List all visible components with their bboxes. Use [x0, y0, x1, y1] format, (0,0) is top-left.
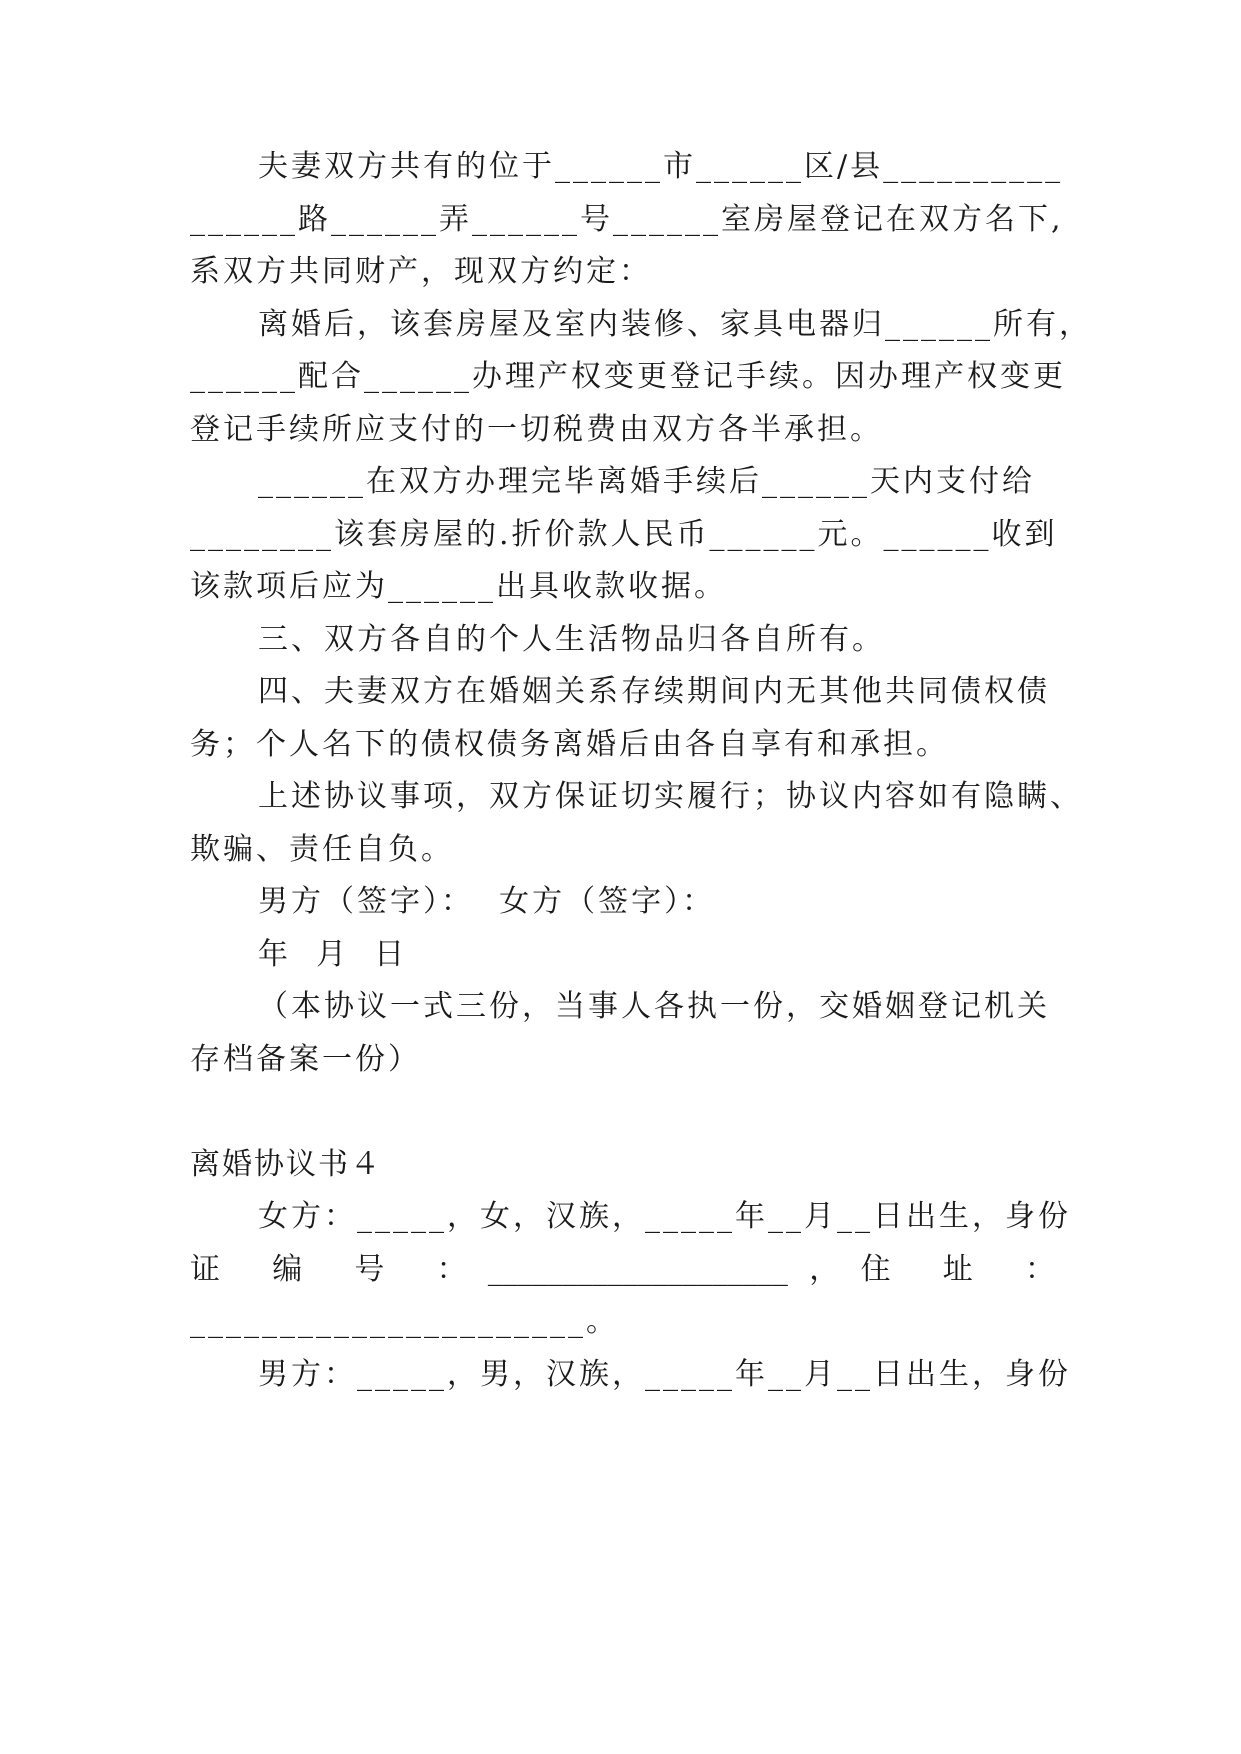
- paragraph-line: 该款项后应为______出具收款收据。: [190, 569, 727, 604]
- paragraph-line: 登记手续所应支付的一切税费由双方各半承担。: [190, 412, 883, 447]
- paragraph-line: 夫妻双方共有的位于______市______区/县__________: [258, 149, 1064, 184]
- paragraph-line: 四、夫妻双方在婚姻关系存续期间内无其他共同债权债: [258, 674, 1050, 709]
- paragraph-line: 证 编 号 ：____________________，住 址 ：: [190, 1252, 1055, 1287]
- paragraph-line: 系双方共同财产，现双方约定：: [190, 254, 652, 289]
- date-line: 年 月 日: [258, 937, 408, 972]
- paragraph-line: ______在双方办理完毕离婚手续后______天内支付给: [258, 464, 1035, 499]
- paragraph-line: ______配合______办理产权变更登记手续。因办理产权变更: [190, 359, 1066, 394]
- paragraph-line: 存档备案一份）: [190, 1042, 421, 1077]
- paragraph-line: ________该套房屋的.折价款人民币______元。______收到: [190, 517, 1058, 552]
- paragraph-line: ______路______弄______号______室房屋登记在双方名下,: [190, 202, 1064, 237]
- paragraph-line: 男方：_____，男，汉族，_____年__月__日出生，身份: [258, 1357, 1071, 1392]
- paragraph-line: 欺骗、责任自负。: [190, 832, 454, 867]
- paragraph-line: 三、双方各自的个人生活物品归各自所有。: [258, 622, 885, 657]
- paragraph-line: （本协议一式三份，当事人各执一份，交婚姻登记机关: [258, 989, 1050, 1024]
- paragraph-line: 务；个人名下的债权债务离婚后由各自享有和承担。: [190, 727, 949, 762]
- paragraph-line: ______________________。: [190, 1304, 619, 1339]
- paragraph-line: 女方：_____，女，汉族，_____年__月__日出生，身份: [258, 1199, 1071, 1234]
- paragraph-line: 离婚后，该套房屋及室内装修、家具电器归______所有，: [258, 307, 1092, 342]
- signature-line: 男方（签字）： 女方（签字）：: [258, 884, 716, 919]
- paragraph-line: 上述协议事项，双方保证切实履行；协议内容如有隐瞒、: [258, 779, 1083, 814]
- section-title: 离婚协议书４: [190, 1147, 382, 1182]
